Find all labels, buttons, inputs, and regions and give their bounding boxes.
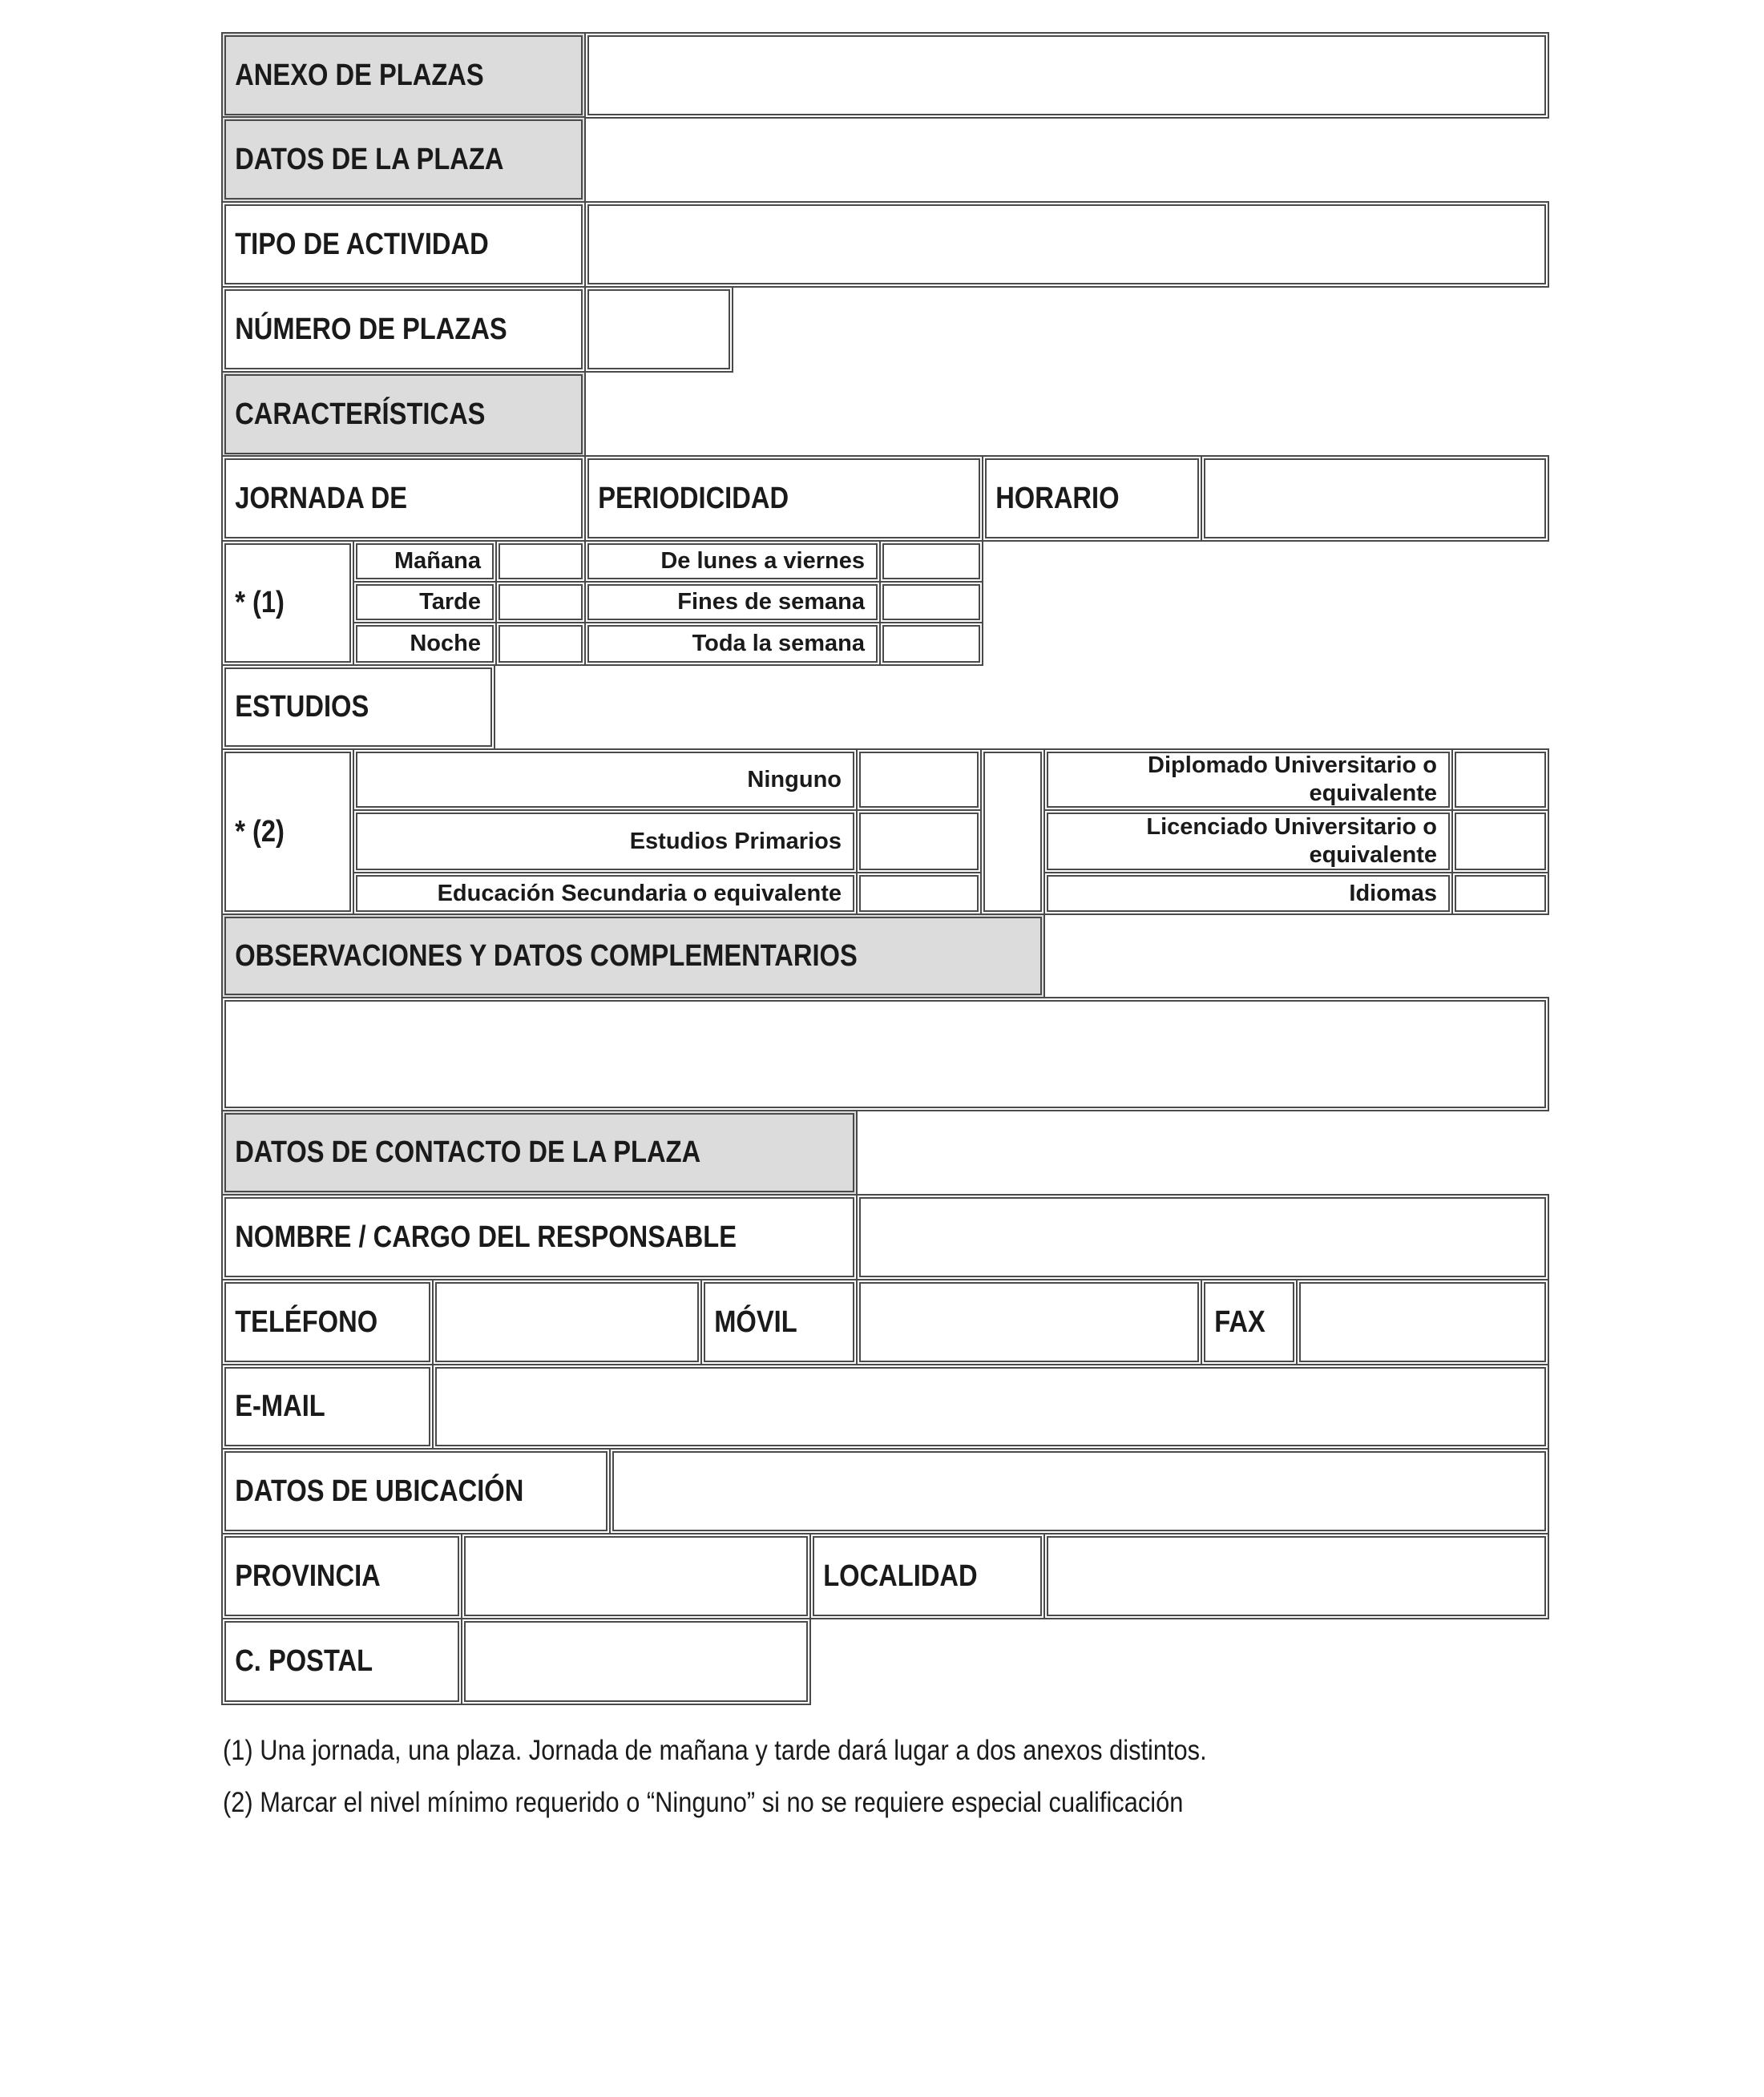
nombre-cargo-label: NOMBRE / CARGO DEL RESPONSABLE [235, 1220, 737, 1254]
datos-de-contacto-label: DATOS DE CONTACTO DE LA PLAZA [235, 1135, 701, 1169]
horario-field[interactable] [1201, 455, 1549, 542]
tipo-de-actividad-label: TIPO DE ACTIVIDAD [235, 227, 489, 261]
estudios-option-label [1043, 809, 1453, 873]
codigo-postal-label: C. POSTAL [235, 1644, 373, 1678]
periodicidad-option-checkbox[interactable] [879, 540, 983, 583]
jornada-option-checkbox[interactable] [495, 540, 586, 583]
anexo-de-plazas-label: ANEXO DE PLAZAS [235, 58, 484, 92]
jornada-option-checkbox[interactable] [495, 622, 586, 666]
periodicidad-option-checkbox[interactable] [879, 622, 983, 666]
jornada-de-label: JORNADA DE [235, 481, 408, 515]
estudios-option-checkbox[interactable] [1451, 809, 1549, 873]
periodicidad-option-label: Fines de semana [677, 589, 865, 615]
nombre-cargo-field[interactable] [856, 1194, 1549, 1280]
estudios-option-checkbox[interactable] [1451, 748, 1549, 811]
estudios-option-label-line: Licenciado Universitario o [1146, 814, 1437, 840]
email-field[interactable] [432, 1364, 1549, 1450]
periodicidad-option-checkbox[interactable] [879, 581, 983, 623]
estudios-option-checkbox[interactable] [856, 872, 982, 915]
jornada-option-label: Tarde [419, 589, 481, 615]
jornada-option-label: Noche [410, 631, 481, 656]
datos-de-ubicacion-field[interactable] [609, 1448, 1549, 1534]
numero-de-plazas-label: NÚMERO DE PLAZAS [235, 312, 507, 346]
telefono-label: TELÉFONO [235, 1305, 378, 1339]
jornada-option-checkbox[interactable] [495, 581, 586, 623]
estudios-option-label: Educación Secundaria o equivalente [437, 880, 842, 906]
estudios-option-label-line: equivalente [1309, 842, 1437, 868]
codigo-postal-field[interactable] [461, 1618, 811, 1705]
estudios-option-label: Estudios Primarios [629, 828, 842, 854]
estudios-option-label [1043, 748, 1453, 811]
estudios-option-label: Ninguno [747, 766, 842, 792]
estudios-option-checkbox[interactable] [1451, 872, 1549, 915]
movil-label: MÓVIL [714, 1305, 797, 1339]
caracteristicas-label: CARACTERÍSTICAS [235, 397, 486, 431]
datos-de-ubicacion-label: DATOS DE UBICACIÓN [235, 1474, 524, 1508]
estudios-spacer-column [980, 748, 1045, 915]
estudios-label: ESTUDIOS [235, 690, 369, 724]
estudios-option-checkbox[interactable] [856, 748, 982, 811]
observaciones-field[interactable] [221, 997, 1549, 1111]
fax-field[interactable] [1296, 1279, 1549, 1365]
estudios-option-checkbox[interactable] [856, 809, 982, 873]
fax-label: FAX [1214, 1305, 1265, 1339]
telefono-field[interactable] [432, 1279, 702, 1365]
localidad-field[interactable] [1043, 1533, 1549, 1619]
periodicidad-option-label: Toda la semana [692, 631, 865, 656]
estudios-option-label-line: Diplomado Universitario o [1148, 752, 1437, 778]
tipo-de-actividad-field[interactable] [584, 201, 1549, 288]
periodicidad-label: PERIODICIDAD [598, 481, 789, 515]
provincia-field[interactable] [461, 1533, 811, 1619]
numero-de-plazas-field[interactable] [584, 286, 733, 373]
datos-de-la-plaza-label: DATOS DE LA PLAZA [235, 142, 504, 176]
movil-field[interactable] [856, 1279, 1202, 1365]
estudios-option-label-line: equivalente [1309, 780, 1437, 806]
estudios-note-marker: * (2) [235, 814, 285, 849]
provincia-label: PROVINCIA [235, 1559, 381, 1593]
anexo-de-plazas-field[interactable] [584, 32, 1549, 119]
jornada-option-label: Mañana [394, 548, 481, 574]
footnote-1: (1) Una jornada, una plaza. Jornada de mañana y tarde dará lugar a dos anexos distintos. [223, 1735, 1207, 1766]
estudios-option-label: Idiomas [1349, 880, 1437, 906]
footnote-2: (2) Marcar el nivel mínimo requerido o “Ninguno” si no se requiere especial cualificación [223, 1787, 1184, 1818]
email-label: E-MAIL [235, 1389, 325, 1423]
periodicidad-option-label: De lunes a viernes [660, 548, 865, 574]
horario-label: HORARIO [995, 481, 1120, 515]
localidad-label: LOCALIDAD [823, 1559, 978, 1593]
jornada-note-marker: * (1) [235, 586, 285, 619]
observaciones-label: OBSERVACIONES Y DATOS COMPLEMENTARIOS [235, 938, 858, 973]
